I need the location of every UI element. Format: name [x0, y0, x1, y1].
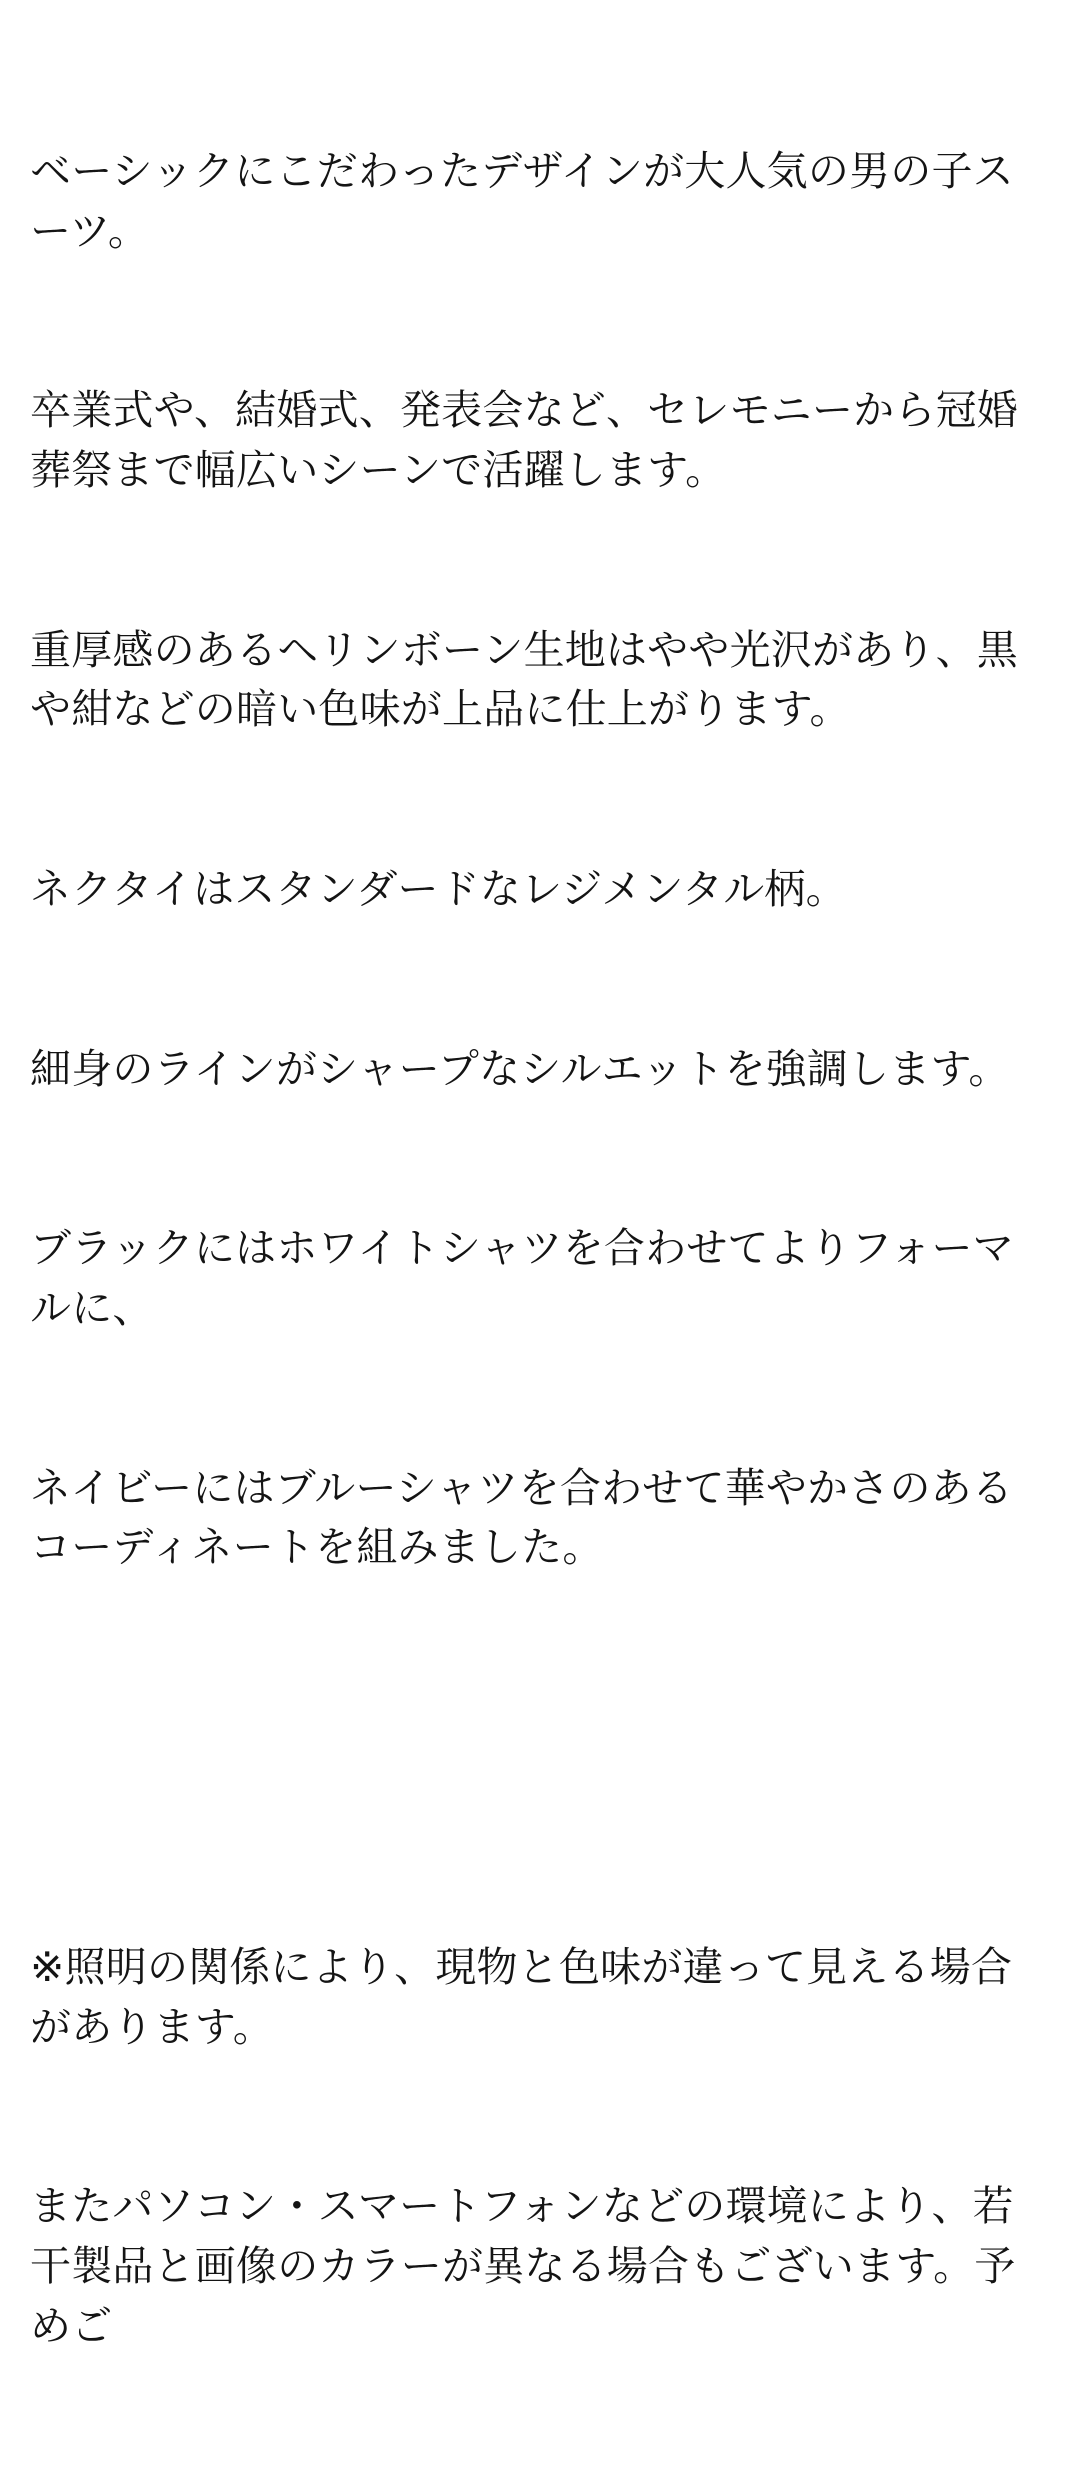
note-line-2: またパソコン・スマートフォンなどの環境により、若干製品と画像のカラーが異なる場合もございます。予めご	[30, 2182, 1016, 2350]
product-description	[30, 22, 1036, 1698]
description-line-4: ネクタイはスタンダードなレジメンタル柄。	[30, 865, 847, 914]
description-line-3: 重厚感のあるヘリンボーン生地はやや光沢があり、黒や紺などの暗い色味が上品に仕上がります。	[30, 625, 1018, 734]
description-line-2: 卒業式や、結婚式、発表会など、セレモニーから冠婚葬祭まで幅広いシーンで活躍します。	[30, 386, 1018, 495]
note-line-1: ※照明の関係により、現物と色味が違って見える場合があります。	[30, 1942, 1013, 2051]
description-line-7: ネイビーにはブルーシャツを合わせて華やかさのあるコーディネートを組みました。	[30, 1463, 1014, 1572]
description-line-6: ブラックにはホワイトシャツを合わせてよりフォーマルに、	[30, 1224, 1014, 1333]
description-line-5: 細身のラインがシャープなシルエットを強調します。	[30, 1044, 1010, 1093]
product-notes	[30, 1818, 1036, 2476]
section-spacer	[30, 1698, 1036, 1818]
description-line-1: ベーシックにこだわったデザインが大人気の男の子スーツ。	[30, 146, 1014, 255]
